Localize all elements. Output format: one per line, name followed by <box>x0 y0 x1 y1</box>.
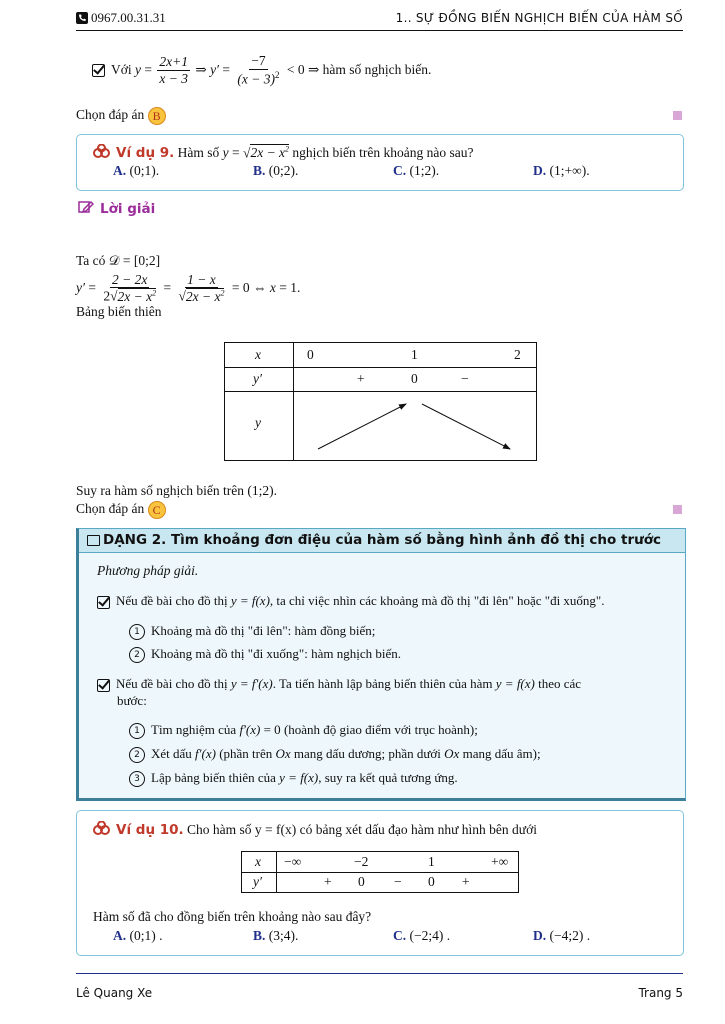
checkbox-icon <box>97 596 110 609</box>
domain-line: Ta có 𝒟 = [0;2] <box>76 253 161 268</box>
header-phone: 0967.00.31.31 <box>91 10 166 25</box>
footer-rule <box>76 973 683 974</box>
footer-author: Lê Quang Xe <box>76 986 153 1000</box>
method-point-2-cont: bước: <box>117 693 147 708</box>
question-end: nghịch biến trên khoảng nào sau? <box>292 145 474 160</box>
option-b: B. (0;2). <box>253 163 299 178</box>
top-note-suffix: hàm số nghịch biến. <box>322 62 432 77</box>
top-note-prefix: Với <box>111 62 132 77</box>
option-c: C. (−2;4) . <box>393 928 451 943</box>
answer-choice: C <box>148 501 166 519</box>
sub-item: 2 Xét dấu f′(x) (phần trên Ox mang dấu dương; phần dưới Ox mang dấu âm); <box>129 746 541 763</box>
example-10-question2: Hàm số đã cho đồng biến trên khoảng nào sau đây? <box>93 909 372 924</box>
end-marker <box>673 111 682 120</box>
end-marker <box>673 505 682 514</box>
example-9-options <box>113 163 673 181</box>
footer-page: Trang 5 <box>638 986 683 1000</box>
x-value: 1 <box>428 854 435 869</box>
variation-table <box>224 342 537 461</box>
option-a: A. (0;1) . <box>113 928 163 943</box>
fraction: $\frac{-7}{(x - 3)^2}$ <box>237 53 280 87</box>
option-c: C. (1;2). <box>393 163 440 178</box>
sign: 0 <box>411 371 418 386</box>
example-9-question: Ví dụ 9. Hàm số y = $√2x - x^2$ nghịch biến trên khoảng nào sau? <box>93 144 474 162</box>
header-section: 1.. SỰ ĐỒNG BIẾN NGHỊCH BIẾN CỦA HÀM SỐ <box>395 11 683 25</box>
solution-title: Lời giải <box>100 201 156 217</box>
example-icon <box>93 144 111 162</box>
example-9-label: Ví dụ 9. <box>116 145 175 161</box>
option-d: D. (−4;2) . <box>533 928 591 943</box>
sub-item: 2 Khoảng mà đồ thị "đi xuống": hàm nghịch biến. <box>129 646 401 663</box>
example-10-options <box>113 928 673 946</box>
solution-heading <box>78 200 155 218</box>
dang2-box <box>76 528 686 801</box>
row-label-yprime: y′ <box>253 371 262 386</box>
answer-choice: B <box>148 107 166 125</box>
page-header <box>76 10 683 31</box>
answer-text: Chọn đáp án <box>76 107 145 123</box>
method-point-1: Nếu đề bài cho đồ thị y = f(x), ta chỉ việc nhìn các khoảng mà đồ thị "đi lên" hoặc "đi xuống". <box>97 593 605 609</box>
fraction: $\frac{2x+1}{x - 3}$ <box>159 53 188 86</box>
x-value: 2 <box>514 347 521 362</box>
sign: − <box>461 371 469 386</box>
folder-icon <box>87 535 100 546</box>
top-note: Với y = $\frac{2x+1}{x - 3}$ ⇒ y′ = $\frac{-7}{(x - 3)^2}$ < 0 ⇒ hàm số nghịch biến. <box>92 50 431 90</box>
method-heading: Phương pháp giải. <box>97 563 199 578</box>
example-icon <box>93 821 111 839</box>
row-label-x: x <box>255 854 261 869</box>
sub-item: 1 Khoảng mà đồ thị "đi lên": hàm đồng biến; <box>129 623 375 640</box>
option-b: B. (3;4). <box>253 928 299 943</box>
sign: 0 <box>428 874 435 889</box>
example-9-box <box>76 134 684 191</box>
checkbox-icon <box>97 679 110 692</box>
method-point-2: Nếu đề bài cho đồ thị y = f′(x). Ta tiến hành lập bảng biến thiên của hàm y = f(x) theo các <box>97 676 672 692</box>
x-value: 0 <box>307 347 314 362</box>
sign: 0 <box>358 874 365 889</box>
option-a: A. (0;1). <box>113 163 160 178</box>
sign: + <box>324 874 332 889</box>
pencil-icon <box>78 200 94 218</box>
increasing-arrow <box>318 404 406 449</box>
sign-table <box>241 851 519 893</box>
question-start: Hàm số <box>177 145 220 160</box>
x-value: +∞ <box>491 854 509 869</box>
phone-icon <box>76 12 88 28</box>
table-title: Bảng biến thiên <box>76 304 162 319</box>
row-label-yprime: y′ <box>253 874 262 889</box>
checkbox-icon <box>92 64 105 77</box>
answer-text: Chọn đáp án <box>76 501 145 517</box>
option-d: D. (1;+∞). <box>533 163 590 178</box>
derivative-line: y′ = $\frac{2 - 2x}{2√2x - x^2}$ = $\frac{1 - x}{√2x - x^2}$ = 0 ⇔ x = 1. <box>76 271 301 304</box>
decreasing-arrow <box>422 404 510 449</box>
x-value: 1 <box>411 347 418 362</box>
dang2-header <box>79 529 685 553</box>
dang2-title: DẠNG 2. Tìm khoảng đơn điệu của hàm số bằng hình ảnh đồ thị cho trước <box>103 532 661 548</box>
row-label-x: x <box>255 347 261 362</box>
sign: − <box>394 874 402 889</box>
sub-item: 1 Tìm nghiệm của f′(x) = 0 (hoành độ giao điểm với trục hoành); <box>129 722 478 739</box>
answer-line-2 <box>76 501 166 519</box>
example-10-text: Cho hàm số y = f(x) có bảng xét dấu đạo hàm như hình bên dưới <box>187 822 537 837</box>
x-value: −2 <box>354 854 369 869</box>
example-10-box <box>76 810 684 956</box>
row-label-y: y <box>255 415 261 430</box>
variation-arrows <box>294 392 536 460</box>
conclusion: Suy ra hàm số nghịch biến trên (1;2). <box>76 483 277 498</box>
answer-line-1 <box>76 107 166 125</box>
example-10-label: Ví dụ 10. <box>116 822 184 838</box>
sub-item: 3 Lập bảng biến thiên của y = f(x), suy ra kết quả tương ứng. <box>129 770 458 787</box>
x-value: −∞ <box>284 854 302 869</box>
sign: + <box>357 371 365 386</box>
sign: + <box>462 874 470 889</box>
example-10-question <box>93 821 537 839</box>
